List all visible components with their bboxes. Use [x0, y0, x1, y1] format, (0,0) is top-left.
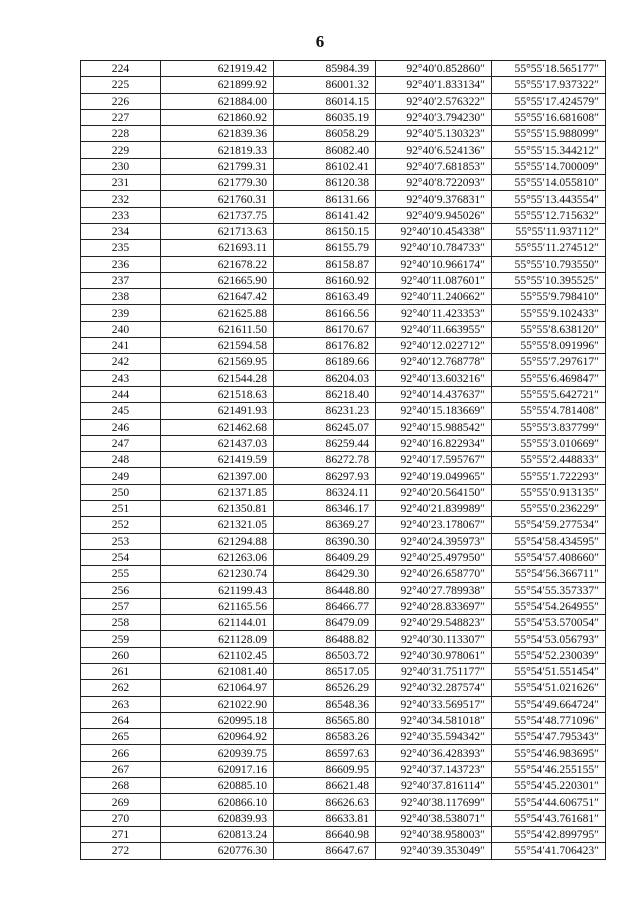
y-coordinate-cell: 86633.81 — [274, 810, 376, 826]
latitude-cell: 55°54′44.606751″ — [492, 794, 606, 810]
longitude-cell: 92°40′10.784733″ — [376, 240, 492, 256]
point-number-cell: 260 — [81, 647, 161, 663]
longitude-cell: 92°40′9.376831″ — [376, 191, 492, 207]
latitude-cell: 55°55′18.565177″ — [492, 61, 606, 77]
point-number-cell: 264 — [81, 712, 161, 728]
x-coordinate-cell: 621419.59 — [161, 452, 274, 468]
y-coordinate-cell: 86204.03 — [274, 370, 376, 386]
point-number-cell: 263 — [81, 696, 161, 712]
y-coordinate-cell: 86324.11 — [274, 484, 376, 500]
table-row — [81, 761, 606, 777]
longitude-cell: 92°40′5.130323″ — [376, 126, 492, 142]
point-number-cell: 261 — [81, 663, 161, 679]
latitude-cell: 55°55′6.469847″ — [492, 370, 606, 386]
point-number-cell: 250 — [81, 484, 161, 500]
longitude-cell: 92°40′37.816114″ — [376, 778, 492, 794]
x-coordinate-cell: 620839.93 — [161, 810, 274, 826]
point-number-cell: 241 — [81, 338, 161, 354]
longitude-cell: 92°40′16.822934″ — [376, 435, 492, 451]
point-number-cell: 232 — [81, 191, 161, 207]
point-number-cell: 271 — [81, 826, 161, 842]
latitude-cell: 55°55′11.937112″ — [492, 223, 606, 239]
latitude-cell: 55°55′0.236229″ — [492, 501, 606, 517]
y-coordinate-cell: 85984.39 — [274, 61, 376, 77]
y-coordinate-cell: 86189.66 — [274, 354, 376, 370]
longitude-cell: 92°40′37.143723″ — [376, 761, 492, 777]
table-row — [81, 142, 606, 158]
x-coordinate-cell: 621611.50 — [161, 321, 274, 337]
longitude-cell: 92°40′25.497950″ — [376, 549, 492, 565]
x-coordinate-cell: 620776.30 — [161, 843, 274, 859]
table-row — [81, 419, 606, 435]
latitude-cell: 55°54′46.255155″ — [492, 761, 606, 777]
table-row — [81, 452, 606, 468]
longitude-cell: 92°40′17.595767″ — [376, 452, 492, 468]
table-row — [81, 663, 606, 679]
x-coordinate-cell: 620939.75 — [161, 745, 274, 761]
y-coordinate-cell: 86621.48 — [274, 778, 376, 794]
latitude-cell: 55°54′59.277534″ — [492, 517, 606, 533]
x-coordinate-cell: 621144.01 — [161, 615, 274, 631]
point-number-cell: 256 — [81, 582, 161, 598]
x-coordinate-cell: 621022.90 — [161, 696, 274, 712]
y-coordinate-cell: 86466.77 — [274, 598, 376, 614]
table-row — [81, 435, 606, 451]
latitude-cell: 55°55′3.010669″ — [492, 435, 606, 451]
x-coordinate-cell: 621839.36 — [161, 126, 274, 142]
table-row — [81, 843, 606, 859]
x-coordinate-cell: 621544.28 — [161, 370, 274, 386]
point-number-cell: 267 — [81, 761, 161, 777]
y-coordinate-cell: 86640.98 — [274, 826, 376, 842]
table-row — [81, 598, 606, 614]
table-row — [81, 305, 606, 321]
longitude-cell: 92°40′23.178067″ — [376, 517, 492, 533]
x-coordinate-cell: 621128.09 — [161, 631, 274, 647]
point-number-cell: 225 — [81, 77, 161, 93]
point-number-cell: 253 — [81, 533, 161, 549]
latitude-cell: 55°55′13.443554″ — [492, 191, 606, 207]
latitude-cell: 55°55′4.781408″ — [492, 403, 606, 419]
x-coordinate-cell: 621102.45 — [161, 647, 274, 663]
longitude-cell: 92°40′11.087601″ — [376, 272, 492, 288]
y-coordinate-cell: 86082.40 — [274, 142, 376, 158]
longitude-cell: 92°40′38.958003″ — [376, 826, 492, 842]
x-coordinate-cell: 621491.93 — [161, 403, 274, 419]
point-number-cell: 239 — [81, 305, 161, 321]
latitude-cell: 55°54′53.570054″ — [492, 615, 606, 631]
y-coordinate-cell: 86526.29 — [274, 680, 376, 696]
point-number-cell: 259 — [81, 631, 161, 647]
x-coordinate-cell: 621199.43 — [161, 582, 274, 598]
table-row — [81, 745, 606, 761]
point-number-cell: 258 — [81, 615, 161, 631]
x-coordinate-cell: 621263.06 — [161, 549, 274, 565]
latitude-cell: 55°55′17.937322″ — [492, 77, 606, 93]
point-number-cell: 243 — [81, 370, 161, 386]
x-coordinate-cell: 621230.74 — [161, 566, 274, 582]
x-coordinate-cell: 621737.75 — [161, 207, 274, 223]
x-coordinate-cell: 621462.68 — [161, 419, 274, 435]
longitude-cell: 92°40′27.789938″ — [376, 582, 492, 598]
latitude-cell: 55°55′10.395525″ — [492, 272, 606, 288]
longitude-cell: 92°40′0.852860″ — [376, 61, 492, 77]
table-row — [81, 109, 606, 125]
y-coordinate-cell: 86166.56 — [274, 305, 376, 321]
x-coordinate-cell: 621064.97 — [161, 680, 274, 696]
x-coordinate-cell: 620917.16 — [161, 761, 274, 777]
latitude-cell: 55°55′8.091996″ — [492, 338, 606, 354]
table-row — [81, 191, 606, 207]
longitude-cell: 92°40′13.603216″ — [376, 370, 492, 386]
table-row — [81, 631, 606, 647]
table-row — [81, 256, 606, 272]
point-number-cell: 238 — [81, 289, 161, 305]
table-row — [81, 468, 606, 484]
point-number-cell: 246 — [81, 419, 161, 435]
point-number-cell: 262 — [81, 680, 161, 696]
table-row — [81, 826, 606, 842]
y-coordinate-cell: 86448.80 — [274, 582, 376, 598]
latitude-cell: 55°55′15.344212″ — [492, 142, 606, 158]
latitude-cell: 55°55′16.681608″ — [492, 109, 606, 125]
latitude-cell: 55°54′57.408660″ — [492, 549, 606, 565]
latitude-cell: 55°54′51.021626″ — [492, 680, 606, 696]
table-row — [81, 370, 606, 386]
table-row — [81, 338, 606, 354]
y-coordinate-cell: 86150.15 — [274, 223, 376, 239]
x-coordinate-cell: 620885.10 — [161, 778, 274, 794]
latitude-cell: 55°54′41.706423″ — [492, 843, 606, 859]
table-row — [81, 647, 606, 663]
y-coordinate-cell: 86346.17 — [274, 501, 376, 517]
point-number-cell: 249 — [81, 468, 161, 484]
latitude-cell: 55°54′54.264955″ — [492, 598, 606, 614]
y-coordinate-cell: 86597.63 — [274, 745, 376, 761]
table-row — [81, 61, 606, 77]
y-coordinate-cell: 86272.78 — [274, 452, 376, 468]
latitude-cell: 55°55′8.638120″ — [492, 321, 606, 337]
point-number-cell: 252 — [81, 517, 161, 533]
latitude-cell: 55°55′10.793550″ — [492, 256, 606, 272]
y-coordinate-cell: 86102.41 — [274, 158, 376, 174]
y-coordinate-cell: 86517.05 — [274, 663, 376, 679]
y-coordinate-cell: 86218.40 — [274, 386, 376, 402]
x-coordinate-cell: 621760.31 — [161, 191, 274, 207]
longitude-cell: 92°40′10.966174″ — [376, 256, 492, 272]
x-coordinate-cell: 621919.42 — [161, 61, 274, 77]
point-number-cell: 224 — [81, 61, 161, 77]
point-number-cell: 272 — [81, 843, 161, 859]
x-coordinate-cell: 620813.24 — [161, 826, 274, 842]
point-number-cell: 231 — [81, 175, 161, 191]
y-coordinate-cell: 86429.30 — [274, 566, 376, 582]
y-coordinate-cell: 86565.80 — [274, 712, 376, 728]
y-coordinate-cell: 86259.44 — [274, 435, 376, 451]
latitude-cell: 55°55′14.700009″ — [492, 158, 606, 174]
point-number-cell: 230 — [81, 158, 161, 174]
latitude-cell: 55°54′45.220301″ — [492, 778, 606, 794]
x-coordinate-cell: 621594.58 — [161, 338, 274, 354]
point-number-cell: 270 — [81, 810, 161, 826]
longitude-cell: 92°40′15.183669″ — [376, 403, 492, 419]
longitude-cell: 92°40′38.117699″ — [376, 794, 492, 810]
longitude-cell: 92°40′33.569517″ — [376, 696, 492, 712]
longitude-cell: 92°40′30.113307″ — [376, 631, 492, 647]
latitude-cell: 55°54′53.056793″ — [492, 631, 606, 647]
table-row — [81, 615, 606, 631]
y-coordinate-cell: 86626.63 — [274, 794, 376, 810]
table-row — [81, 321, 606, 337]
table-row — [81, 778, 606, 794]
table-row — [81, 549, 606, 565]
x-coordinate-cell: 621665.90 — [161, 272, 274, 288]
latitude-cell: 55°54′52.230039″ — [492, 647, 606, 663]
x-coordinate-cell: 621569.95 — [161, 354, 274, 370]
point-number-cell: 245 — [81, 403, 161, 419]
table-row — [81, 729, 606, 745]
x-coordinate-cell: 621321.05 — [161, 517, 274, 533]
point-number-cell: 257 — [81, 598, 161, 614]
latitude-cell: 55°55′12.715632″ — [492, 207, 606, 223]
latitude-cell: 55°55′14.055810″ — [492, 175, 606, 191]
x-coordinate-cell: 621647.42 — [161, 289, 274, 305]
point-number-cell: 266 — [81, 745, 161, 761]
latitude-cell: 55°54′42.899795″ — [492, 826, 606, 842]
y-coordinate-cell: 86488.82 — [274, 631, 376, 647]
table-row — [81, 126, 606, 142]
latitude-cell: 55°54′58.434595″ — [492, 533, 606, 549]
table-row — [81, 158, 606, 174]
table-row — [81, 93, 606, 109]
latitude-cell: 55°54′46.983695″ — [492, 745, 606, 761]
longitude-cell: 92°40′30.978061″ — [376, 647, 492, 663]
y-coordinate-cell: 86369.27 — [274, 517, 376, 533]
y-coordinate-cell: 86001.32 — [274, 77, 376, 93]
y-coordinate-cell: 86583.26 — [274, 729, 376, 745]
y-coordinate-cell: 86014.15 — [274, 93, 376, 109]
longitude-cell: 92°40′11.423353″ — [376, 305, 492, 321]
longitude-cell: 92°40′28.833697″ — [376, 598, 492, 614]
x-coordinate-cell: 621518.63 — [161, 386, 274, 402]
latitude-cell: 55°54′43.761681″ — [492, 810, 606, 826]
table-row — [81, 680, 606, 696]
x-coordinate-cell: 621081.40 — [161, 663, 274, 679]
latitude-cell: 55°55′1.722293″ — [492, 468, 606, 484]
y-coordinate-cell: 86141.42 — [274, 207, 376, 223]
latitude-cell: 55°55′5.642721″ — [492, 386, 606, 402]
longitude-cell: 92°40′19.049965″ — [376, 468, 492, 484]
table-row — [81, 77, 606, 93]
coordinates-table-body — [81, 61, 606, 860]
latitude-cell: 55°55′0.913135″ — [492, 484, 606, 500]
longitude-cell: 92°40′24.395973″ — [376, 533, 492, 549]
longitude-cell: 92°40′26.658770″ — [376, 566, 492, 582]
longitude-cell: 92°40′6.524136″ — [376, 142, 492, 158]
latitude-cell: 55°55′2.448833″ — [492, 452, 606, 468]
latitude-cell: 55°55′3.837799″ — [492, 419, 606, 435]
x-coordinate-cell: 621397.00 — [161, 468, 274, 484]
latitude-cell: 55°55′11.274512″ — [492, 240, 606, 256]
longitude-cell: 92°40′1.833134″ — [376, 77, 492, 93]
point-number-cell: 226 — [81, 93, 161, 109]
point-number-cell: 244 — [81, 386, 161, 402]
point-number-cell: 233 — [81, 207, 161, 223]
table-row — [81, 501, 606, 517]
x-coordinate-cell: 621371.85 — [161, 484, 274, 500]
table-row — [81, 386, 606, 402]
latitude-cell: 55°54′47.795343″ — [492, 729, 606, 745]
table-row — [81, 207, 606, 223]
longitude-cell: 92°40′2.576322″ — [376, 93, 492, 109]
longitude-cell: 92°40′32.287574″ — [376, 680, 492, 696]
x-coordinate-cell: 621165.56 — [161, 598, 274, 614]
table-row — [81, 582, 606, 598]
y-coordinate-cell: 86035.19 — [274, 109, 376, 125]
y-coordinate-cell: 86155.79 — [274, 240, 376, 256]
x-coordinate-cell: 621860.92 — [161, 109, 274, 125]
x-coordinate-cell: 621678.22 — [161, 256, 274, 272]
coordinates-table — [80, 60, 606, 860]
x-coordinate-cell: 621350.81 — [161, 501, 274, 517]
point-number-cell: 229 — [81, 142, 161, 158]
table-row — [81, 810, 606, 826]
table-row — [81, 696, 606, 712]
x-coordinate-cell: 621799.31 — [161, 158, 274, 174]
y-coordinate-cell: 86548.36 — [274, 696, 376, 712]
longitude-cell: 92°40′12.022712″ — [376, 338, 492, 354]
x-coordinate-cell: 620866.10 — [161, 794, 274, 810]
x-coordinate-cell: 621437.03 — [161, 435, 274, 451]
longitude-cell: 92°40′39.353049″ — [376, 843, 492, 859]
point-number-cell: 248 — [81, 452, 161, 468]
point-number-cell: 269 — [81, 794, 161, 810]
x-coordinate-cell: 621713.63 — [161, 223, 274, 239]
table-row — [81, 272, 606, 288]
point-number-cell: 251 — [81, 501, 161, 517]
table-row — [81, 517, 606, 533]
longitude-cell: 92°40′11.663955″ — [376, 321, 492, 337]
longitude-cell: 92°40′12.768778″ — [376, 354, 492, 370]
x-coordinate-cell: 621625.88 — [161, 305, 274, 321]
latitude-cell: 55°55′15.988099″ — [492, 126, 606, 142]
y-coordinate-cell: 86390.30 — [274, 533, 376, 549]
table-row — [81, 403, 606, 419]
longitude-cell: 92°40′21.839989″ — [376, 501, 492, 517]
latitude-cell: 55°54′56.366711″ — [492, 566, 606, 582]
x-coordinate-cell: 620995.18 — [161, 712, 274, 728]
point-number-cell: 236 — [81, 256, 161, 272]
longitude-cell: 92°40′9.945026″ — [376, 207, 492, 223]
x-coordinate-cell: 620964.92 — [161, 729, 274, 745]
latitude-cell: 55°54′55.357337″ — [492, 582, 606, 598]
y-coordinate-cell: 86176.82 — [274, 338, 376, 354]
latitude-cell: 55°54′48.771096″ — [492, 712, 606, 728]
latitude-cell: 55°54′51.551454″ — [492, 663, 606, 679]
point-number-cell: 242 — [81, 354, 161, 370]
latitude-cell: 55°54′49.664724″ — [492, 696, 606, 712]
table-row — [81, 223, 606, 239]
longitude-cell: 92°40′38.538071″ — [376, 810, 492, 826]
point-number-cell: 254 — [81, 549, 161, 565]
point-number-cell: 265 — [81, 729, 161, 745]
latitude-cell: 55°55′9.798410″ — [492, 289, 606, 305]
latitude-cell: 55°55′17.424579″ — [492, 93, 606, 109]
y-coordinate-cell: 86409.29 — [274, 549, 376, 565]
point-number-cell: 234 — [81, 223, 161, 239]
table-row — [81, 354, 606, 370]
x-coordinate-cell: 621693.11 — [161, 240, 274, 256]
x-coordinate-cell: 621779.30 — [161, 175, 274, 191]
table-row — [81, 175, 606, 191]
point-number-cell: 237 — [81, 272, 161, 288]
point-number-cell: 255 — [81, 566, 161, 582]
longitude-cell: 92°40′11.240662″ — [376, 289, 492, 305]
x-coordinate-cell: 621294.88 — [161, 533, 274, 549]
longitude-cell: 92°40′20.564150″ — [376, 484, 492, 500]
x-coordinate-cell: 621884.00 — [161, 93, 274, 109]
table-row — [81, 712, 606, 728]
page-number: 6 — [315, 32, 325, 51]
y-coordinate-cell: 86160.92 — [274, 272, 376, 288]
longitude-cell: 92°40′10.454338″ — [376, 223, 492, 239]
longitude-cell: 92°40′34.581018″ — [376, 712, 492, 728]
point-number-cell: 240 — [81, 321, 161, 337]
table-row — [81, 484, 606, 500]
longitude-cell: 92°40′14.437637″ — [376, 386, 492, 402]
longitude-cell: 92°40′31.751177″ — [376, 663, 492, 679]
x-coordinate-cell: 621899.92 — [161, 77, 274, 93]
table-row — [81, 240, 606, 256]
y-coordinate-cell: 86163.49 — [274, 289, 376, 305]
table-row — [81, 794, 606, 810]
point-number-cell: 235 — [81, 240, 161, 256]
longitude-cell: 92°40′8.722093″ — [376, 175, 492, 191]
y-coordinate-cell: 86245.07 — [274, 419, 376, 435]
latitude-cell: 55°55′9.102433″ — [492, 305, 606, 321]
y-coordinate-cell: 86609.95 — [274, 761, 376, 777]
longitude-cell: 92°40′15.988542″ — [376, 419, 492, 435]
longitude-cell: 92°40′36.428393″ — [376, 745, 492, 761]
latitude-cell: 55°55′7.297617″ — [492, 354, 606, 370]
y-coordinate-cell: 86131.66 — [274, 191, 376, 207]
y-coordinate-cell: 86120.38 — [274, 175, 376, 191]
y-coordinate-cell: 86231.23 — [274, 403, 376, 419]
point-number-cell: 247 — [81, 435, 161, 451]
point-number-cell: 228 — [81, 126, 161, 142]
y-coordinate-cell: 86647.67 — [274, 843, 376, 859]
x-coordinate-cell: 621819.33 — [161, 142, 274, 158]
table-row — [81, 566, 606, 582]
longitude-cell: 92°40′7.681853″ — [376, 158, 492, 174]
y-coordinate-cell: 86297.93 — [274, 468, 376, 484]
longitude-cell: 92°40′35.594342″ — [376, 729, 492, 745]
y-coordinate-cell: 86170.67 — [274, 321, 376, 337]
point-number-cell: 227 — [81, 109, 161, 125]
y-coordinate-cell: 86158.87 — [274, 256, 376, 272]
longitude-cell: 92°40′29.548823″ — [376, 615, 492, 631]
table-row — [81, 533, 606, 549]
y-coordinate-cell: 86058.29 — [274, 126, 376, 142]
y-coordinate-cell: 86479.09 — [274, 615, 376, 631]
y-coordinate-cell: 86503.72 — [274, 647, 376, 663]
point-number-cell: 268 — [81, 778, 161, 794]
table-row — [81, 289, 606, 305]
longitude-cell: 92°40′3.794230″ — [376, 109, 492, 125]
